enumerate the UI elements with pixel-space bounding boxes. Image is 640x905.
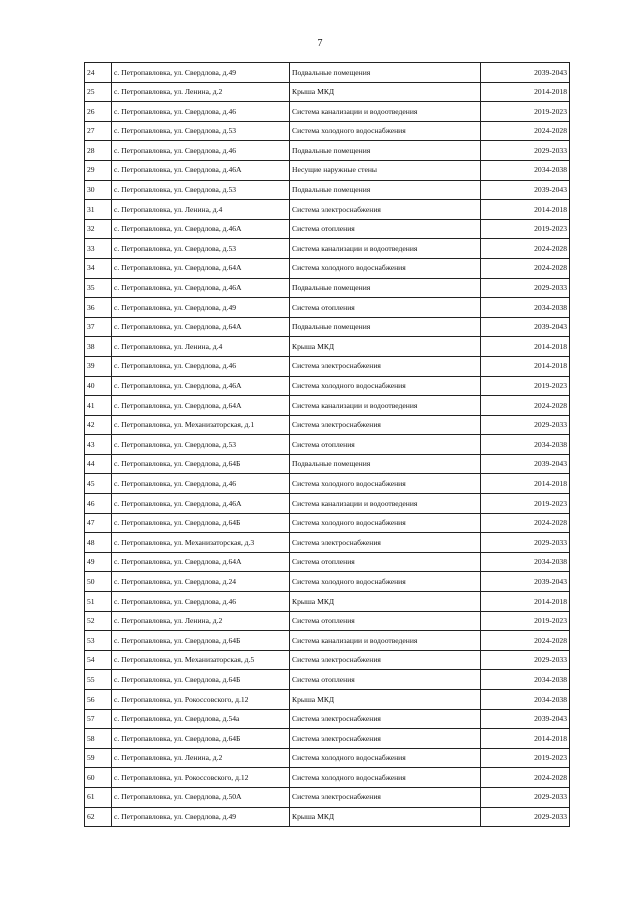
- row-number-cell: 29: [85, 160, 112, 180]
- row-number-cell: 38: [85, 337, 112, 357]
- table-row: [85, 650, 570, 670]
- row-number-cell: 32: [85, 219, 112, 239]
- table-row: [85, 690, 570, 710]
- row-number-cell: 42: [85, 415, 112, 435]
- address-cell: с. Петропавловка, ул. Свердлова, д.64Б: [112, 513, 290, 533]
- row-number-cell: 54: [85, 650, 112, 670]
- table-row: [85, 768, 570, 788]
- table-row: [85, 258, 570, 278]
- address-cell: с. Петропавловка, ул. Свердлова, д.64А: [112, 552, 290, 572]
- table-row: [85, 670, 570, 690]
- system-cell: Система холодного водоснабжения: [290, 121, 481, 141]
- period-cell: 2014-2018: [481, 592, 570, 612]
- period-cell: 2029-2033: [481, 533, 570, 553]
- period-cell: 2014-2018: [481, 729, 570, 749]
- system-cell: Система электроснабжения: [290, 650, 481, 670]
- system-cell: Система отопления: [290, 435, 481, 455]
- system-cell: Система холодного водоснабжения: [290, 748, 481, 768]
- address-cell: с. Петропавловка, ул. Свердлова, д.53: [112, 239, 290, 259]
- period-cell: 2034-2038: [481, 552, 570, 572]
- table-row: [85, 160, 570, 180]
- period-cell: 2014-2018: [481, 82, 570, 102]
- system-cell: Система холодного водоснабжения: [290, 572, 481, 592]
- system-cell: Система канализации и водоотведения: [290, 396, 481, 416]
- system-cell: Подвальные помещения: [290, 278, 481, 298]
- page-number: 7: [317, 38, 323, 49]
- table-row: [85, 82, 570, 102]
- row-number-cell: 62: [85, 807, 112, 827]
- system-cell: Система электроснабжения: [290, 787, 481, 807]
- table-row: [85, 121, 570, 141]
- address-cell: с. Петропавловка, ул. Свердлова, д.64А: [112, 258, 290, 278]
- address-cell: с. Петропавловка, ул. Рокоссовского, д.12: [112, 768, 290, 788]
- system-cell: Крыша МКД: [290, 807, 481, 827]
- table-row: [85, 317, 570, 337]
- system-cell: Система холодного водоснабжения: [290, 376, 481, 396]
- row-number-cell: 55: [85, 670, 112, 690]
- system-cell: Подвальные помещения: [290, 141, 481, 161]
- address-cell: с. Петропавловка, ул. Ленина, д.2: [112, 748, 290, 768]
- system-cell: Крыша МКД: [290, 690, 481, 710]
- row-number-cell: 53: [85, 631, 112, 651]
- period-cell: 2034-2038: [481, 670, 570, 690]
- table-row: [85, 278, 570, 298]
- period-cell: 2024-2028: [481, 396, 570, 416]
- row-number-cell: 40: [85, 376, 112, 396]
- system-cell: Система электроснабжения: [290, 356, 481, 376]
- system-cell: Система канализации и водоотведения: [290, 102, 481, 122]
- period-cell: 2034-2038: [481, 690, 570, 710]
- period-cell: 2024-2028: [481, 631, 570, 651]
- row-number-cell: 26: [85, 102, 112, 122]
- period-cell: 2014-2018: [481, 356, 570, 376]
- period-cell: 2039-2043: [481, 63, 570, 83]
- period-cell: 2039-2043: [481, 180, 570, 200]
- address-cell: с. Петропавловка, ул. Свердлова, д.46: [112, 102, 290, 122]
- table-row: [85, 102, 570, 122]
- repair-schedule-table: [84, 62, 570, 827]
- table-row: [85, 415, 570, 435]
- row-number-cell: 44: [85, 454, 112, 474]
- row-number-cell: 46: [85, 494, 112, 514]
- address-cell: с. Петропавловка, ул. Свердлова, д.64А: [112, 396, 290, 416]
- system-cell: Подвальные помещения: [290, 454, 481, 474]
- period-cell: 2029-2033: [481, 787, 570, 807]
- address-cell: с. Петропавловка, ул. Свердлова, д.49: [112, 298, 290, 318]
- system-cell: Подвальные помещения: [290, 180, 481, 200]
- table-row: [85, 631, 570, 651]
- address-cell: с. Петропавловка, ул. Свердлова, д.46: [112, 592, 290, 612]
- address-cell: с. Петропавловка, ул. Свердлова, д.46: [112, 474, 290, 494]
- address-cell: с. Петропавловка, ул. Механизаторская, д.5: [112, 650, 290, 670]
- row-number-cell: 27: [85, 121, 112, 141]
- address-cell: с. Петропавловка, ул. Свердлова, д.64Б: [112, 631, 290, 651]
- row-number-cell: 34: [85, 258, 112, 278]
- row-number-cell: 35: [85, 278, 112, 298]
- system-cell: Крыша МКД: [290, 337, 481, 357]
- row-number-cell: 58: [85, 729, 112, 749]
- table-row: [85, 180, 570, 200]
- system-cell: Система отопления: [290, 298, 481, 318]
- period-cell: 2034-2038: [481, 160, 570, 180]
- row-number-cell: 39: [85, 356, 112, 376]
- system-cell: Система отопления: [290, 219, 481, 239]
- period-cell: 2024-2028: [481, 513, 570, 533]
- system-cell: Система электроснабжения: [290, 709, 481, 729]
- period-cell: 2019-2023: [481, 611, 570, 631]
- table-row: [85, 141, 570, 161]
- address-cell: с. Петропавловка, ул. Свердлова, д.46А: [112, 494, 290, 514]
- address-cell: с. Петропавловка, ул. Свердлова, д.46А: [112, 160, 290, 180]
- period-cell: 2029-2033: [481, 807, 570, 827]
- period-cell: 2039-2043: [481, 317, 570, 337]
- address-cell: с. Петропавловка, ул. Свердлова, д.64Б: [112, 454, 290, 474]
- address-cell: с. Петропавловка, ул. Свердлова, д.46: [112, 356, 290, 376]
- table-row: [85, 219, 570, 239]
- address-cell: с. Петропавловка, ул. Свердлова, д.53: [112, 180, 290, 200]
- table-row: [85, 552, 570, 572]
- row-number-cell: 51: [85, 592, 112, 612]
- address-cell: с. Петропавловка, ул. Механизаторская, д.3: [112, 533, 290, 553]
- table-row: [85, 592, 570, 612]
- system-cell: Система электроснабжения: [290, 533, 481, 553]
- row-number-cell: 59: [85, 748, 112, 768]
- row-number-cell: 37: [85, 317, 112, 337]
- period-cell: 2034-2038: [481, 298, 570, 318]
- address-cell: с. Петропавловка, ул. Свердлова, д.64Б: [112, 670, 290, 690]
- row-number-cell: 31: [85, 200, 112, 220]
- table-row: [85, 239, 570, 259]
- period-cell: 2034-2038: [481, 435, 570, 455]
- address-cell: с. Петропавловка, ул. Свердлова, д.50А: [112, 787, 290, 807]
- address-cell: с. Петропавловка, ул. Механизаторская, д.1: [112, 415, 290, 435]
- system-cell: Система холодного водоснабжения: [290, 768, 481, 788]
- table-row: [85, 435, 570, 455]
- row-number-cell: 28: [85, 141, 112, 161]
- row-number-cell: 41: [85, 396, 112, 416]
- row-number-cell: 50: [85, 572, 112, 592]
- period-cell: 2019-2023: [481, 494, 570, 514]
- period-cell: 2019-2023: [481, 748, 570, 768]
- period-cell: 2029-2033: [481, 278, 570, 298]
- period-cell: 2014-2018: [481, 200, 570, 220]
- system-cell: Система канализации и водоотведения: [290, 631, 481, 651]
- period-cell: 2024-2028: [481, 258, 570, 278]
- table-row: [85, 729, 570, 749]
- row-number-cell: 36: [85, 298, 112, 318]
- period-cell: 2039-2043: [481, 454, 570, 474]
- system-cell: Система отопления: [290, 611, 481, 631]
- address-cell: с. Петропавловка, ул. Рокоссовского, д.12: [112, 690, 290, 710]
- address-cell: с. Петропавловка, ул. Свердлова, д.64А: [112, 317, 290, 337]
- table-row: [85, 337, 570, 357]
- period-cell: 2039-2043: [481, 572, 570, 592]
- system-cell: Система электроснабжения: [290, 200, 481, 220]
- period-cell: 2024-2028: [481, 121, 570, 141]
- system-cell: Несущие наружные стены: [290, 160, 481, 180]
- row-number-cell: 49: [85, 552, 112, 572]
- system-cell: Система холодного водоснабжения: [290, 474, 481, 494]
- row-number-cell: 25: [85, 82, 112, 102]
- table-row: [85, 807, 570, 827]
- table-row: [85, 474, 570, 494]
- address-cell: с. Петропавловка, ул. Ленина, д.2: [112, 82, 290, 102]
- system-cell: Система электроснабжения: [290, 415, 481, 435]
- period-cell: 2014-2018: [481, 337, 570, 357]
- table-row: [85, 454, 570, 474]
- row-number-cell: 56: [85, 690, 112, 710]
- row-number-cell: 61: [85, 787, 112, 807]
- table-row: [85, 787, 570, 807]
- address-cell: с. Петропавловка, ул. Свердлова, д.54а: [112, 709, 290, 729]
- table-row: [85, 533, 570, 553]
- period-cell: 2019-2023: [481, 376, 570, 396]
- address-cell: с. Петропавловка, ул. Свердлова, д.49: [112, 807, 290, 827]
- table-row: [85, 200, 570, 220]
- address-cell: с. Петропавловка, ул. Свердлова, д.53: [112, 121, 290, 141]
- table-row: [85, 709, 570, 729]
- period-cell: 2014-2018: [481, 474, 570, 494]
- period-cell: 2039-2043: [481, 709, 570, 729]
- row-number-cell: 52: [85, 611, 112, 631]
- table-row: [85, 396, 570, 416]
- system-cell: Система отопления: [290, 552, 481, 572]
- system-cell: Система канализации и водоотведения: [290, 494, 481, 514]
- row-number-cell: 48: [85, 533, 112, 553]
- period-cell: 2029-2033: [481, 141, 570, 161]
- table-row: [85, 748, 570, 768]
- system-cell: Система холодного водоснабжения: [290, 258, 481, 278]
- period-cell: 2029-2033: [481, 650, 570, 670]
- row-number-cell: 33: [85, 239, 112, 259]
- table-row: [85, 298, 570, 318]
- address-cell: с. Петропавловка, ул. Свердлова, д.46А: [112, 278, 290, 298]
- address-cell: с. Петропавловка, ул. Ленина, д.4: [112, 200, 290, 220]
- row-number-cell: 47: [85, 513, 112, 533]
- row-number-cell: 60: [85, 768, 112, 788]
- system-cell: Подвальные помещения: [290, 63, 481, 83]
- address-cell: с. Петропавловка, ул. Свердлова, д.24: [112, 572, 290, 592]
- period-cell: 2019-2023: [481, 219, 570, 239]
- address-cell: с. Петропавловка, ул. Ленина, д.4: [112, 337, 290, 357]
- period-cell: 2024-2028: [481, 768, 570, 788]
- period-cell: 2019-2023: [481, 102, 570, 122]
- system-cell: Система электроснабжения: [290, 729, 481, 749]
- system-cell: Подвальные помещения: [290, 317, 481, 337]
- address-cell: с. Петропавловка, ул. Свердлова, д.49: [112, 63, 290, 83]
- row-number-cell: 30: [85, 180, 112, 200]
- address-cell: с. Петропавловка, ул. Свердлова, д.46: [112, 141, 290, 161]
- table-row: [85, 63, 570, 83]
- address-cell: с. Петропавловка, ул. Свердлова, д.64Б: [112, 729, 290, 749]
- system-cell: Система канализации и водоотведения: [290, 239, 481, 259]
- address-cell: с. Петропавловка, ул. Ленина, д.2: [112, 611, 290, 631]
- table-body: [85, 63, 570, 827]
- table-row: [85, 513, 570, 533]
- system-cell: Крыша МКД: [290, 82, 481, 102]
- system-cell: Система отопления: [290, 670, 481, 690]
- period-cell: 2024-2028: [481, 239, 570, 259]
- row-number-cell: 57: [85, 709, 112, 729]
- table-row: [85, 494, 570, 514]
- row-number-cell: 43: [85, 435, 112, 455]
- address-cell: с. Петропавловка, ул. Свердлова, д.46А: [112, 219, 290, 239]
- row-number-cell: 45: [85, 474, 112, 494]
- system-cell: Крыша МКД: [290, 592, 481, 612]
- table-row: [85, 572, 570, 592]
- system-cell: Система холодного водоснабжения: [290, 513, 481, 533]
- address-cell: с. Петропавловка, ул. Свердлова, д.53: [112, 435, 290, 455]
- period-cell: 2029-2033: [481, 415, 570, 435]
- address-cell: с. Петропавловка, ул. Свердлова, д.46А: [112, 376, 290, 396]
- row-number-cell: 24: [85, 63, 112, 83]
- table-row: [85, 356, 570, 376]
- table-row: [85, 376, 570, 396]
- table-row: [85, 611, 570, 631]
